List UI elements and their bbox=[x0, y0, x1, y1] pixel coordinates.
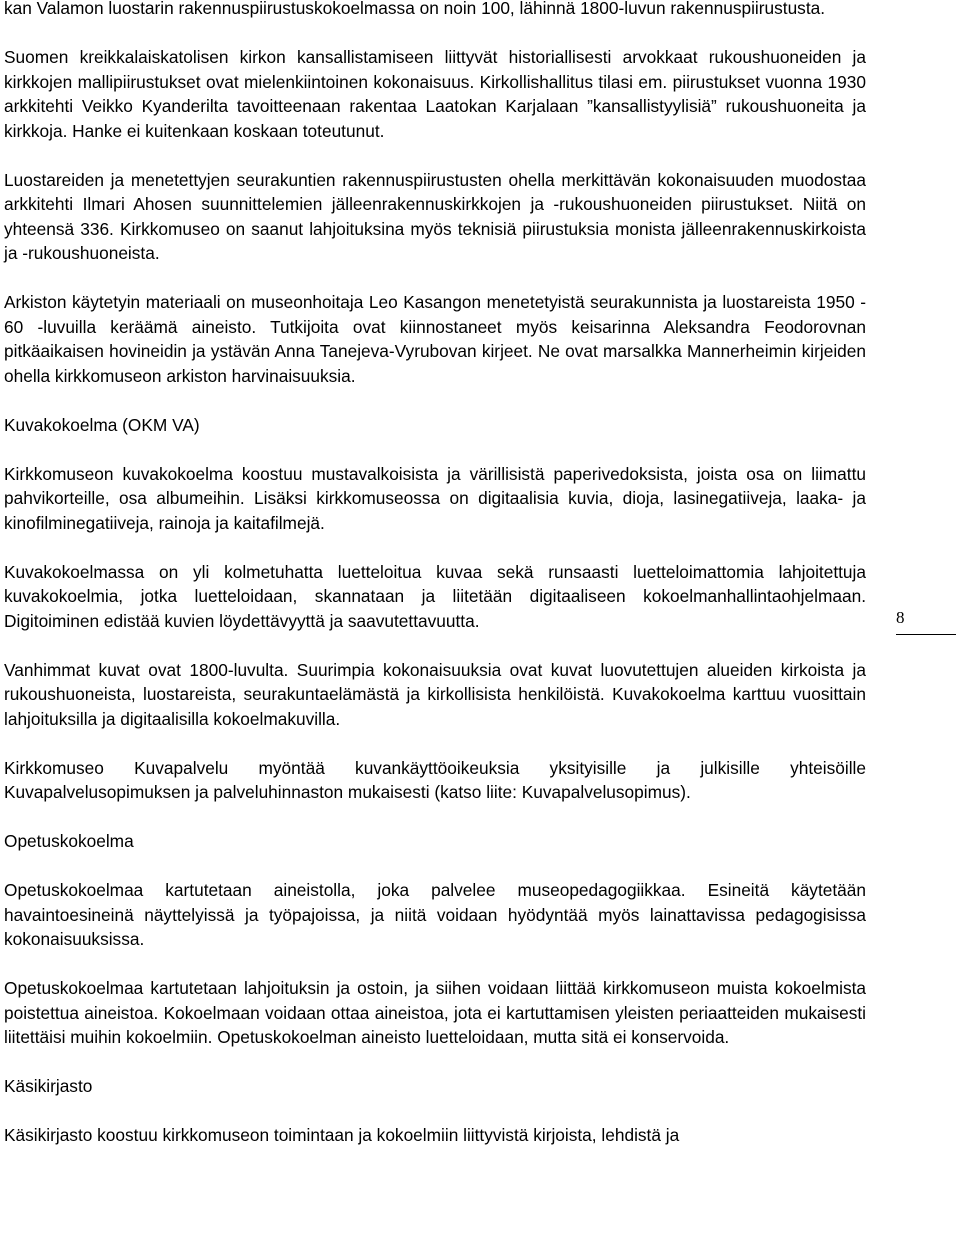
section-heading: Käsikirjasto bbox=[4, 1076, 93, 1096]
paragraph: Suomen kreikkalaiskatolisen kirkon kansallistamiseen liittyvät historiallisesti arvokkaat rukoushuoneiden ja kirkkojen mallipiirustukset ovat mielenkiintoinen kokonaisuus. Kirkollishallitus tilasi em. piirustukset vuonna 1930 arkkitehti Veikko Kyanderilta tavoitteenaan rakentaa Laatokan Karjalaan ”kansallistyylisiä” rukoushuoneita ja kirkkoja. Hanke ei kuitenkaan koskaan toteutunut. bbox=[4, 47, 866, 141]
page-number-rule bbox=[896, 634, 956, 635]
section-heading: Kuvakokoelma (OKM VA) bbox=[4, 414, 200, 435]
paragraph: Kuvakokoelmassa on yli kolmetuhatta luetteloitua kuvaa sekä runsaasti luetteloimattomia lahjoitettuja kuvakokoelmia, jotka luetteloidaan, skannataan ja liitetään digitaaliseen kokoelmanhallintaohjelmaan. Digitoiminen edistää kuvien löydettävyyttä ja saavutettavuutta. bbox=[4, 561, 866, 631]
paragraph: Kirkkomuseon kuvakokoelma koostuu mustavalkoisista ja värillisistä paperivedoksista, joista osa on liimattu pahvikorteille, osa albumeihin. Lisäksi kirkkomuseossa on digitaalisia kuvia, dioja, lasinegatiiveja, laaka- ja kinofilminegatiiveja, rainoja ja kaitafilmejä. bbox=[4, 463, 866, 533]
paragraph: Opetuskokoelmaa kartutetaan aineistolla, joka palvelee museopedagogiikkaa. Esineitä käytetään havaintoesineinä näyttelyissä ja työpajoissa, ja niitä voidaan hyödyntää myös lainattavissa pedagogisissa kokonaisuuksissa. bbox=[4, 880, 866, 949]
paragraph: Käsikirjasto koostuu kirkkomuseon toimintaan ja kokoelmiin liittyvistä kirjoista, lehdistä ja bbox=[4, 1125, 680, 1145]
paragraph: kan Valamon luostarin rakennuspiirustuskokoelmassa on noin 100, lähinnä 1800-luvun rakennuspiirustusta. bbox=[4, 0, 826, 18]
section-heading: Opetuskokoelma bbox=[4, 831, 134, 851]
paragraph: Vanhimmat kuvat ovat 1800-luvulta. Suurimpia kokonaisuuksia ovat kuvat luovutettujen alueiden kirkoista ja rukoushuoneista, luostareista, seurakuntaelämästä ja kirkollisista henkilöistä. Kuvakokoelma karttuu vuosittain lahjoituksilla ja digitaalisilla kokoelmakuvilla. bbox=[4, 659, 866, 729]
paragraph: Luostareiden ja menetettyjen seurakuntien rakennuspiirustusten ohella merkittävän kokonaisuuden muodostaa arkkitehti Ilmari Ahosen suunnittelemien jälleenrakennuskirkkojen ja -rukoushuoneiden piirustukset. Niitä on yhteensä 336. Kirkkomuseo on saanut lahjoituksina myös teknisiä piirustuksia monista jälleenrakennuskirkoista ja -rukoushuoneista. bbox=[4, 169, 866, 263]
paragraph: Kirkkomuseo Kuvapalvelu myöntää kuvankäyttöoikeuksia yksityisille ja julkisille yhteisöille Kuvapalvelusopimuksen ja palveluhinnaston mukaisesti (katso liite: Kuvapalvelusopimus). bbox=[4, 757, 866, 802]
paragraph: Opetuskokoelmaa kartutetaan lahjoituksin ja ostoin, ja siihen voidaan liittää kirkkomuseon muista kokoelmista poistettua aineistoa. Kokoelmaan voidaan ottaa aineistoa, jota ei kartuttamisen yleisten periaatteiden mukaisesti liitettäisi muihin kokoelmiin. Opetuskokoelman aineisto luetteloidaan, mutta sitä ei konservoida. bbox=[4, 978, 866, 1047]
page-number: 8 bbox=[896, 608, 905, 627]
paragraph: Arkiston käytetyin materiaali on museonhoitaja Leo Kasangon menetetyistä seurakunnista ja luostareista 1950 - 60 -luvuilla keräämä aineisto. Tutkijoita ovat kiinnostaneet myös keisarinna Aleksandra Feodorovnan pitkäaikaisen hovineidin ja ystävän Anna Tanejeva-Vyrubovan kirjeet. Ne ovat marsalkka Mannerheimin kirjeiden ohella kirkkomuseon arkiston harvinaisuuksia. bbox=[4, 292, 866, 386]
document-body bbox=[4, 0, 866, 1172]
